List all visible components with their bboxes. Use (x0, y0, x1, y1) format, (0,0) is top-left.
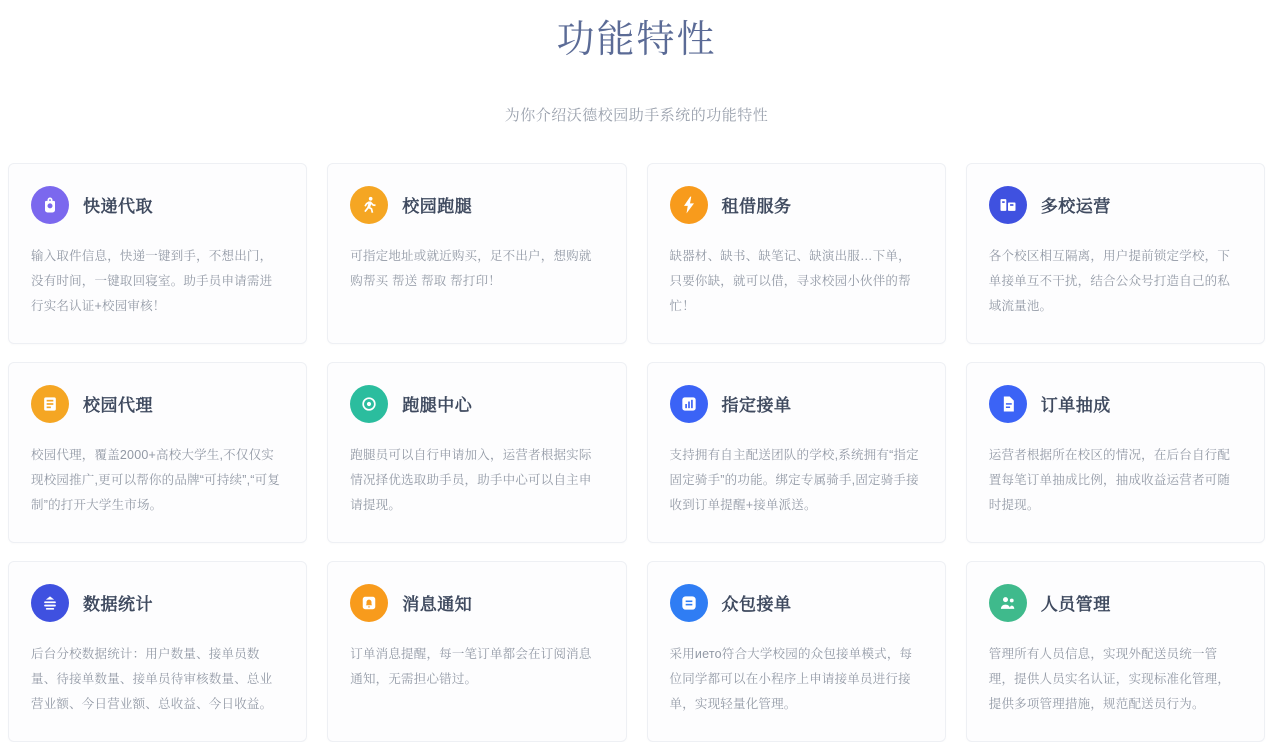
document-commission-icon (989, 385, 1027, 423)
card-description: 管理所有人员信息，实现外配送员统一管理，提供人员实名认证，实现标准化管理，提供多项管理措施，规范配送员行为。 (988, 646, 1231, 711)
feature-card[interactable] (327, 362, 626, 543)
card-description: 支持拥有自主配送团队的学校,系统拥有“指定固定骑手”的功能。绑定专属骑手,固定骑手接收到订单提醒+接单派送。 (669, 447, 919, 512)
card-description: 运营者根据所在校区的情况，在后台自行配置每笔订单抽成比例，抽成收益运营者可随时提现。 (988, 447, 1231, 512)
feature-card[interactable] (966, 163, 1265, 344)
assign-order-icon (670, 385, 708, 423)
card-header (350, 584, 603, 622)
package-pickup-icon (31, 186, 69, 224)
lightning-bolt-icon (670, 186, 708, 224)
multi-campus-icon (989, 186, 1027, 224)
card-title: 数据统计 (83, 595, 153, 615)
feature-card[interactable] (8, 561, 307, 742)
feature-card[interactable] (8, 163, 307, 344)
chart-statistics-icon (31, 584, 69, 622)
card-title: 跑腿中心 (402, 396, 473, 416)
card-description: 可指定地址或就近购买，足不出户，想购就购帮买 帮送 帮取 帮打印！ (350, 248, 592, 288)
feature-card[interactable] (966, 561, 1265, 742)
card-description: 缺器材、缺书、缺笔记、缺演出服…下单，只要你缺，就可以借，寻求校园小伙伴的帮忙！ (669, 248, 911, 313)
card-header (670, 385, 923, 423)
card-title: 租借服务 (721, 197, 792, 217)
feature-card[interactable] (966, 362, 1265, 543)
card-description: 后台分校数据统计：用户数量、接单员数量、待接单数量、接单员待审核数量、总业营业额、今日营业额、总收益、今日收益。 (31, 646, 273, 711)
feature-card-grid (0, 163, 1273, 742)
running-person-icon (350, 186, 388, 224)
card-description: 采用ието符合大学校园的众包接单模式，每位同学都可以在小程序上申请接单员进行接单，实现轻量化管理。 (669, 646, 913, 711)
card-description: 订单消息提醒，每一笔订单都会在订阅消息通知，无需担心错过。 (350, 646, 592, 686)
card-description: 跑腿员可以自行申请加入，运营者根据实际情况择优选取助手员，助手中心可以自主申请提现。 (350, 447, 592, 512)
card-header (670, 186, 923, 224)
agent-badge-icon (31, 385, 69, 423)
card-title: 订单抽成 (1040, 396, 1111, 416)
card-header (989, 186, 1242, 224)
card-title: 校园代理 (83, 396, 153, 416)
card-title: 多校运营 (1040, 197, 1111, 217)
crowdsource-order-icon (670, 584, 708, 622)
feature-card[interactable] (327, 163, 626, 344)
bell-notification-icon (350, 584, 388, 622)
card-title: 众包接单 (721, 595, 792, 615)
card-header (989, 385, 1242, 423)
card-header (350, 385, 603, 423)
feature-card[interactable] (327, 561, 626, 742)
page-title: 功能特性 (556, 19, 717, 61)
card-header (31, 385, 284, 423)
people-management-icon (989, 584, 1027, 622)
feature-card[interactable] (647, 163, 946, 344)
target-center-icon (350, 385, 388, 423)
card-header (989, 584, 1242, 622)
card-description: 各个校区相互隔离，用户提前锁定学校，下单接单互不干扰，结合公众号打造自己的私域流量池。 (988, 248, 1231, 313)
card-title: 人员管理 (1040, 595, 1111, 615)
page-subtitle: 为你介绍沃德校园助手系统的功能特性 (504, 106, 769, 124)
card-title: 指定接单 (721, 396, 792, 416)
card-header (31, 186, 284, 224)
card-header (350, 186, 603, 224)
card-title: 校园跑腿 (402, 197, 473, 217)
feature-page (0, 18, 1273, 742)
card-description: 输入取件信息，快递一键到手，不想出门，没有时间，一键取回寝室。助手员申请需进行实名认证+校园审核！ (31, 248, 273, 313)
feature-card[interactable] (647, 362, 946, 543)
feature-card[interactable] (8, 362, 307, 543)
card-title: 快递代取 (83, 197, 153, 217)
card-description: 校园代理，覆盖2000+高校大学生,不仅仅实现校园推广,更可以帮你的品牌“可持续”,“可复制”的打开大学生市场。 (31, 447, 281, 512)
card-header (670, 584, 923, 622)
card-header (31, 584, 284, 622)
feature-card[interactable] (647, 561, 946, 742)
card-title: 消息通知 (402, 595, 473, 615)
